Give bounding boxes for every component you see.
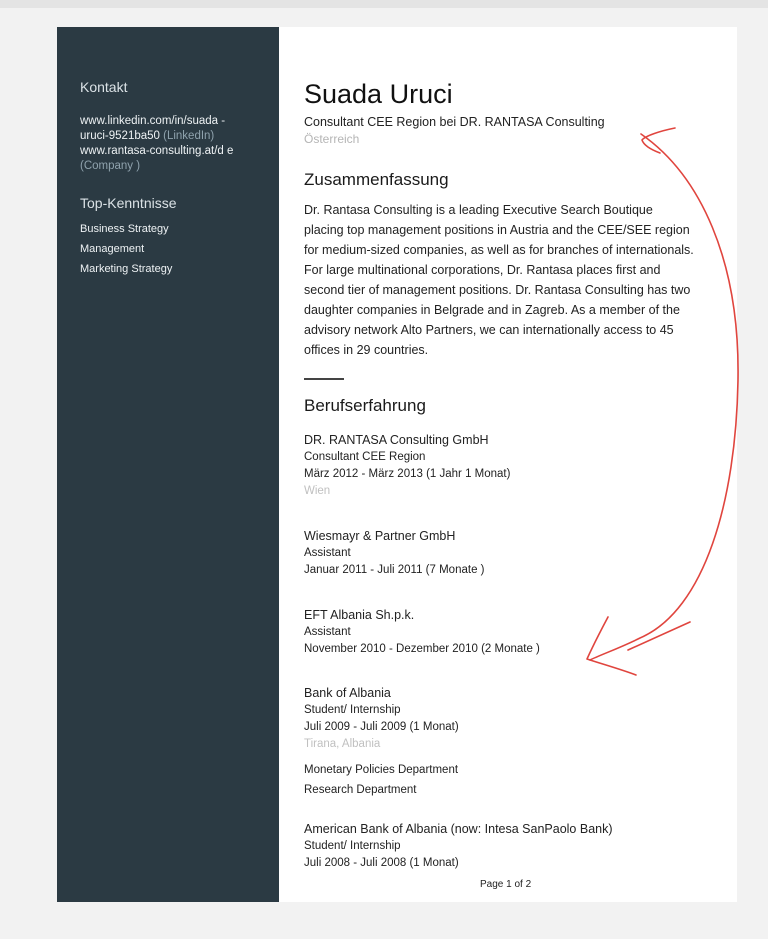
skills-list — [80, 219, 172, 279]
job-title: Consultant CEE Region — [304, 451, 426, 463]
job-company: Bank of Albania — [304, 686, 391, 700]
job-entry — [304, 685, 459, 800]
job-location: Wien — [304, 485, 331, 497]
skills-heading: Top-Kenntnisse — [80, 195, 177, 211]
summary-text: Dr. Rantasa Consulting is a leading Executive Search Boutique placing top management positions in Austria and the CEE/SEE region for medium-sized companies, as well as for branches of internationals. For large multinational corporations, Dr. Rantasa places first and second tier of management positions. Dr. Rantasa Consulting has two daughter companies in Belgrade and in Zagreb. As a member of the advisory network Alto Partners, we can internationally access to 45 offices in 29 countries. — [304, 203, 694, 357]
linkedin-tag: (LinkedIn) — [163, 130, 215, 142]
job-company: Wiesmayr & Partner GmbH — [304, 529, 456, 543]
contact-heading: Kontakt — [80, 79, 128, 95]
job-entry — [304, 432, 510, 500]
job-title: Student/ Internship — [304, 704, 401, 716]
job-description-line: Monetary Policies Department — [304, 764, 459, 776]
job-title: Assistant — [304, 547, 351, 559]
job-dates: November 2010 - Dezember 2010 (2 Monate ) — [304, 643, 540, 655]
job-dates: Juli 2009 - Juli 2009 (1 Monat) — [304, 721, 459, 733]
job-entry — [304, 607, 540, 658]
job-company: EFT Albania Sh.p.k. — [304, 608, 415, 622]
experience-heading: Berufserfahrung — [304, 396, 426, 415]
job-dates: Januar 2011 - Juli 2011 (7 Monate ) — [304, 564, 485, 576]
job-dates: Juli 2008 - Juli 2008 (1 Monat) — [304, 857, 459, 869]
job-entry — [304, 821, 613, 872]
profile-location: Österreich — [304, 132, 360, 146]
job-description — [304, 760, 459, 800]
page-number: Page 1 of 2 — [480, 879, 532, 890]
job-dates: März 2012 - März 2013 (1 Jahr 1 Monat) — [304, 468, 511, 480]
job-title: Assistant — [304, 626, 351, 638]
profile-name: Suada Uruci — [304, 79, 453, 109]
summary-heading: Zusammenfassung — [304, 170, 449, 189]
resume-page — [57, 27, 737, 902]
skill-item: Business Strategy — [80, 223, 169, 235]
section-divider — [304, 378, 344, 380]
linkedin-link[interactable] — [80, 114, 270, 144]
job-company: DR. RANTASA Consulting GmbH — [304, 433, 489, 447]
job-location: Tirana, Albania — [304, 738, 381, 750]
skill-item: Marketing Strategy — [80, 263, 173, 275]
skill-item: Management — [80, 243, 145, 255]
linkedin-url-line1[interactable]: www.linkedin.com/in/suada - — [80, 115, 226, 127]
job-company: American Bank of Albania (now: Intesa SanPaolo Bank) — [304, 822, 613, 836]
job-description-line: Research Department — [304, 784, 417, 796]
sidebar — [57, 27, 279, 902]
job-title: Student/ Internship — [304, 840, 401, 852]
viewer-top-bar — [0, 0, 768, 8]
linkedin-url-line2[interactable]: uruci-9521ba50 — [80, 130, 160, 142]
profile-headline: Consultant CEE Region bei DR. RANTASA Consulting — [304, 115, 605, 129]
company-tag: (Company ) — [80, 160, 141, 172]
job-entry — [304, 528, 485, 579]
company-url[interactable]: www.rantasa-consulting.at/d e — [80, 145, 234, 157]
company-link[interactable] — [80, 144, 270, 174]
